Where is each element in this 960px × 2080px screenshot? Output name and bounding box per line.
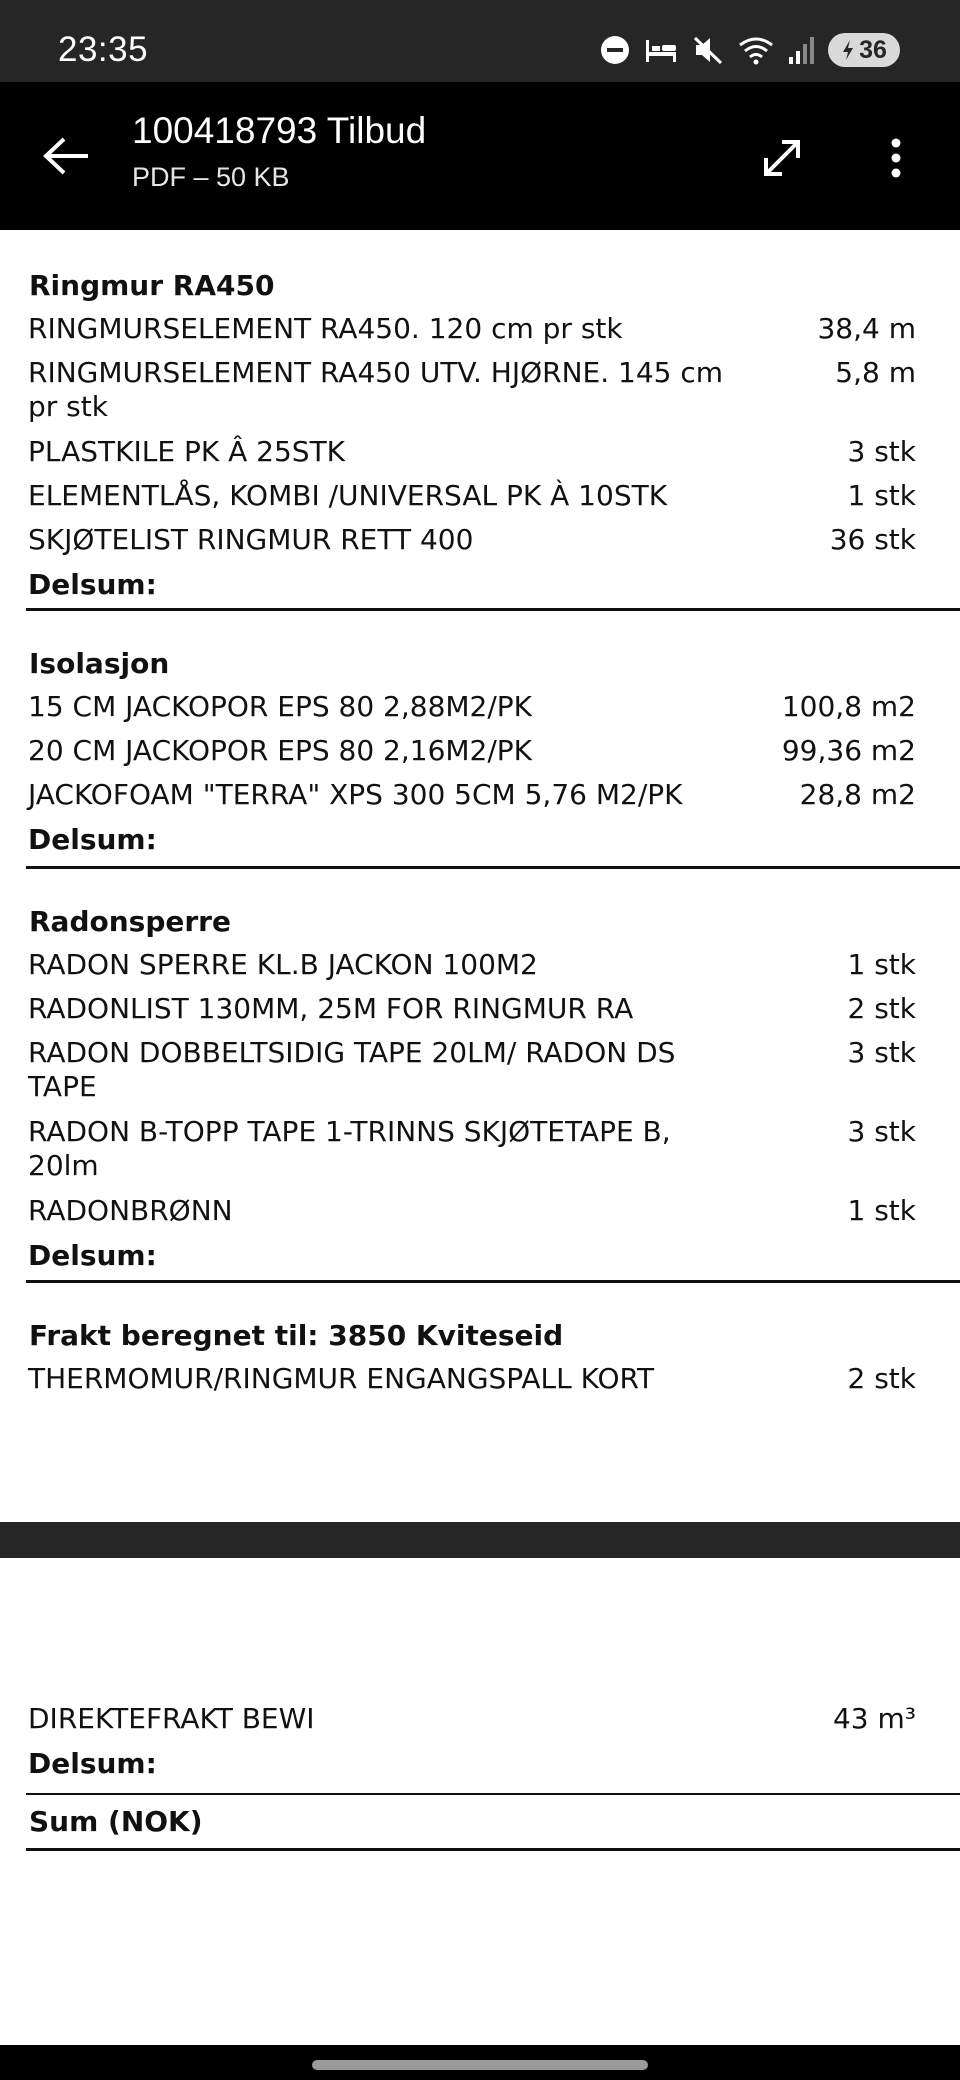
more-options-button[interactable] [866,128,926,188]
section-title: Isolasjon [29,647,170,680]
status-icons [600,32,900,68]
list-item [28,686,960,730]
app-bar [0,82,960,230]
item-description: RINGMURSELEMENT RA450 UTV. HJØRNE. 145 cm pr stk [28,356,724,423]
item-description: RADONBRØNN [28,1194,233,1227]
section-isolasjon [28,642,960,862]
divider [26,608,960,611]
item-quantity: 2 stk [847,1362,916,1395]
list-item [28,774,960,818]
item-description: THERMOMUR/RINGMUR ENGANGSPALL KORT [28,1362,655,1395]
list-item [28,475,960,519]
item-quantity: 2 stk [847,992,916,1025]
item-description: RADON DOBBELTSIDIG TAPE 20LM/ RADON DS TAPE [28,1036,676,1103]
item-description: 20 CM JACKOPOR EPS 80 2,16M2/PK [28,734,533,767]
section-title: Frakt beregnet til: 3850 Kviteseid [29,1319,564,1352]
item-description: RADON B-TOPP TAPE 1-TRINNS SKJØTETAPE B, 20lm [28,1115,671,1182]
battery-level: 36 [859,35,887,64]
list-item [28,730,960,774]
list-item [28,1358,960,1402]
document-subtitle: PDF – 50 KB [132,162,290,192]
section-radonsperre [28,900,960,1278]
item-quantity: 3 stk [847,1115,916,1148]
section-title: Radonsperre [29,905,231,938]
list-item [28,352,960,431]
do-not-disturb-icon [600,35,630,65]
wifi-icon [738,35,774,65]
divider [26,866,960,869]
item-description: RADON SPERRE KL.B JACKON 100M2 [28,948,538,981]
item-description: JACKOFOAM "TERRA" XPS 300 5CM 5,76 M2/PK [28,778,683,811]
list-item [28,1698,960,1742]
divider [26,1280,960,1283]
gesture-handle[interactable] [312,2060,648,2070]
section-ringmur [28,264,960,607]
list-item [28,519,960,563]
list-item [28,944,960,988]
sum-label: Sum (NOK) [29,1805,203,1838]
list-item [28,1190,960,1234]
section-title: Ringmur RA450 [29,269,275,302]
item-quantity: 43 m³ [832,1702,916,1735]
item-quantity: 100,8 m2 [781,690,916,723]
item-description: ELEMENTLÅS, KOMBI /UNIVERSAL PK À 10STK [28,479,668,512]
expand-icon [760,136,804,180]
divider [26,1793,960,1795]
item-description: DIREKTEFRAKT BEWI [28,1702,315,1735]
list-item [28,1032,960,1111]
document-title: 100418793 Tilbud [132,110,427,151]
item-quantity: 36 stk [829,523,916,556]
pdf-page-1 [0,230,960,1522]
navigation-bar [0,2045,960,2080]
item-quantity: 1 stk [847,479,916,512]
sleep-mode-icon [644,36,678,64]
list-item [28,988,960,1032]
subtotal-label: Delsum: [28,1747,157,1780]
signal-icon [788,35,814,65]
expand-button[interactable] [752,128,812,188]
back-button[interactable] [36,126,96,186]
item-quantity: 3 stk [847,435,916,468]
item-quantity: 38,4 m [817,312,916,345]
subtotal-label: Delsum: [28,823,157,856]
status-time: 23:35 [58,30,149,69]
sum-row [28,1800,960,1844]
page-separator [0,1522,960,1558]
item-quantity: 99,36 m2 [781,734,916,767]
subtotal-label: Delsum: [28,568,157,601]
back-arrow-icon [42,136,90,176]
item-quantity: 1 stk [847,1194,916,1227]
section-direktefrakt [28,1698,960,1786]
battery-icon [828,33,900,67]
list-item [28,1111,960,1190]
mute-icon [692,35,724,65]
more-vert-icon [890,138,902,178]
item-description: 15 CM JACKOPOR EPS 80 2,88M2/PK [28,690,533,723]
item-quantity: 1 stk [847,948,916,981]
list-item [28,431,960,475]
subtotal-label: Delsum: [28,1239,157,1272]
status-bar [0,0,960,82]
item-quantity: 28,8 m2 [799,778,916,811]
item-description: RINGMURSELEMENT RA450. 120 cm pr stk [28,312,623,345]
item-quantity: 3 stk [847,1036,916,1069]
section-frakt [28,1314,960,1402]
pdf-page-2 [0,1558,960,2075]
item-description: PLASTKILE PK Â 25STK [28,435,346,468]
divider [26,1848,960,1851]
item-quantity: 5,8 m [835,356,916,389]
list-item [28,308,960,352]
item-description: RADONLIST 130MM, 25M FOR RINGMUR RA [28,992,634,1025]
item-description: SKJØTELIST RINGMUR RETT 400 [28,523,474,556]
